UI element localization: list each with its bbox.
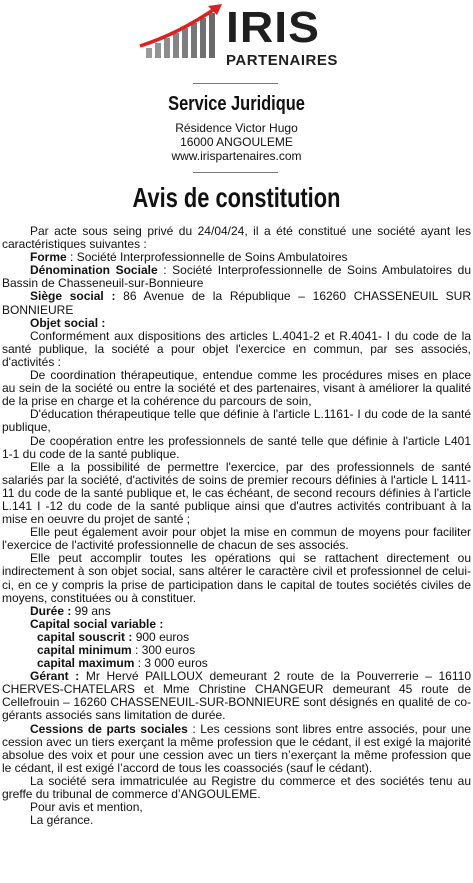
- gerant-value: Mr Hervé PAILLOUX demeurant 2 route de la Pouverrerie – 16110 CHERVES-CHATELARS et Mme Christine CHANGEUR demeurant 45 route de Cellefrouin – 16260 CHASSENEUIL-SUR-BONNIEURE sont désignés en qualité de co-gérants associés sans limitation de durée.: [2, 669, 471, 723]
- duree-label: Durée :: [30, 603, 72, 618]
- objet-paragraph: Elle peut également avoir pour objet la mise en commun de moyens pour faciliter l'exercice de l'activité professionnelle de chacun de ses associés.: [2, 525, 471, 553]
- iris-partenaires-logo: [138, 4, 338, 74]
- objet-paragraph: Elle peut accomplir toutes les opérations qui se rattachent directement ou indirectement à son objet social, sans altérer le caractère civil et professionnel de celui-ci, en ce y compris la prise de participation dans le capital de toutes sociétés civiles de moyens, constituées ou à constituer.: [2, 551, 471, 605]
- notice-title: Avis de constitution: [132, 182, 341, 213]
- cessions-label: Cessions de parts sociales: [30, 721, 188, 736]
- gerant-label: Gérant :: [30, 669, 80, 684]
- notice-body: [2, 225, 471, 827]
- forme-label: Forme: [30, 250, 67, 265]
- divider: [193, 172, 278, 173]
- forme-value: : Société Interprofessionnelle de Soins Ambulatoires: [66, 250, 348, 265]
- denomination-label: Dénomination Sociale: [30, 263, 158, 278]
- siege-value: 86 Avenue de la République – 16260 CHASSENEUIL SUR BONNIEURE: [2, 289, 472, 317]
- objet-paragraph: D'éducation thérapeutique telle que définie à l'article L.1161- I du code de la santé publique,: [2, 407, 471, 435]
- address-line-city: 16000 ANGOULEME: [180, 135, 293, 149]
- siege-label: Siège social :: [30, 289, 116, 304]
- capital-heading: Capital social variable :: [30, 616, 164, 631]
- objet-paragraph: De coordination thérapeutique, entendue comme les procédures mises en place au sein de la société ou entre la société et des partenaires, visant à améliorer la qualité de la prise en charge et la cohérence du parcours de soin,: [2, 368, 471, 409]
- denomination-value: : Société Interprofessionnelle de Soins Ambulatoires du Bassin de Chasseneuil-sur-Bonnieure: [2, 263, 471, 291]
- capital-souscrit-label: capital souscrit :: [37, 629, 133, 644]
- logo-subtitle: PARTENAIRES: [226, 52, 338, 69]
- denomination-line: [2, 264, 471, 290]
- gerant-paragraph: [2, 670, 471, 722]
- logo-wordmark: IRIS: [226, 3, 321, 52]
- growth-chart-logo-icon: [138, 4, 228, 64]
- cessions-paragraph: [2, 723, 471, 775]
- capital-minimum-label: capital minimum: [37, 643, 132, 657]
- duree-value: 99 ans: [71, 603, 111, 618]
- capital-maximum-label: capital maximum: [37, 656, 135, 671]
- capital-minimum-value: : 300 euros: [131, 643, 196, 657]
- intro-paragraph: Par acte sous seing privé du 24/04/24, il a été constitué une société ayant les caractéristiques suivantes :: [2, 224, 471, 252]
- objet-heading: Objet social :: [30, 315, 106, 330]
- objet-paragraph: Conformément aux dispositions des articles L.4041-2 et R.4041- I du code de la santé publique, la société a pour objet l'exercice en commun, par ses associés, d'activités :: [2, 328, 471, 369]
- objet-paragraph: De coopération entre les professionnels de santé telle que définie à l'article L401 1-1 du code de la santé publique.: [2, 433, 471, 461]
- address-line-residence: Résidence Victor Hugo: [175, 121, 298, 135]
- address-line-website: www.irispartenaires.com: [171, 149, 302, 163]
- cessions-value: : Les cessions sont libres entre associés, pour une cession avec un tiers exerçant la même profession que le cédant, il est exigé la majorité absolue des voix et pour une cession avec un tiers n’exerçant la même profession que le cédant, il est exigé l’accord de tous les coassociés (sauf le cédant).: [2, 721, 471, 775]
- siege-line: [2, 290, 471, 316]
- closing-line: Pour avis et mention,: [30, 800, 143, 815]
- capital-souscrit-value: 900 euros: [132, 629, 190, 644]
- capital-maximum-value: : 3 000 euros: [134, 656, 208, 671]
- service-title: Service Juridique: [168, 93, 305, 115]
- signature-line: La gérance.: [30, 813, 94, 828]
- objet-paragraph: Elle a la possibilité de permettre l'exercice, par des professionnels de santé salariés par la société, d'activités de soins de premier recours définies à l'article L 1411-11 du code de la santé publique et, le cas échéant, de second recours définies à l'article L.141 I -12 du code de la santé publique ainsi que d'autres activités contribuant à la mise en oeuvre du projet de santé ;: [2, 459, 471, 527]
- divider: [193, 83, 278, 84]
- immatriculation-paragraph: La société sera immatriculée au Registre du commerce et des sociétés tenu au greffe du tribunal de commerce d’ANGOULEME.: [2, 773, 471, 802]
